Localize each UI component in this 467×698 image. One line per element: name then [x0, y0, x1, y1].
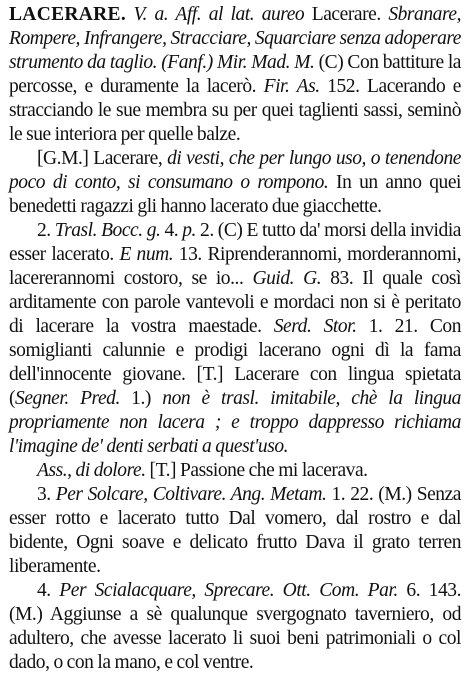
latin-equivalent: Lacerare.: [304, 4, 389, 25]
citation-source: E num.: [119, 244, 174, 265]
sense-gloss: Per Scialacquare, Sprecare. Ott. Com. Par.: [59, 580, 398, 601]
entry-sense-2-paragraph: [9, 219, 461, 459]
citation-text: 1.): [119, 388, 163, 409]
citation-source: Serd. Stor.: [273, 316, 357, 337]
citation-text: 1. 21. Con somiglianti calunnie e prodigi lacerano ogni dì la fama dell'innocente giovane. [T.] Lacerare con lingua spietata (: [9, 316, 461, 409]
entry-sense-4-paragraph: [9, 579, 461, 675]
entry-sense-3-paragraph: [9, 483, 461, 579]
entry-sense-ass-paragraph: [9, 459, 461, 483]
sense-number: 2.: [37, 220, 55, 241]
citation-source: Guid. G.: [252, 268, 322, 289]
sense-label: [G.M.] Lacerare,: [37, 148, 168, 169]
citation-text: 6. 143. (M.) Aggiunse a sè qualunque svergognato taverniero, od adultero, che avesse lacerato li suoi beni patrimoniali o col dado, o con la mano, e col ventre.: [9, 580, 462, 673]
sense-number: 3.: [37, 484, 56, 505]
entry-definition-paragraph: [9, 3, 461, 147]
citation-source: Trasl. Bocc. g.: [54, 220, 161, 241]
grammar-note: V. a. Aff. al lat. aureo: [126, 4, 305, 25]
sense-gloss: Ass., di dolore.: [37, 460, 146, 481]
citation-text: (C) Con battiture la percosse, e duramente la lacerò.: [9, 52, 461, 97]
sense-gloss: Per Solcare, Coltivare. Ang. Metam.: [55, 484, 327, 505]
citation-source: Fir. As.: [263, 76, 320, 97]
entry-sense-paragraph: [9, 147, 461, 219]
citation-text: 13. Riprenderannomi, morderannomi, lacererannomi costoro, se io...: [9, 244, 462, 289]
usage-note: non è trasl. imitabile, chè la lingua propriamente non lacera ; e troppo dappresso richiama l'imagine de' denti serbati a quest'uso.: [9, 388, 461, 457]
sense-number: 4.: [37, 580, 60, 601]
citation-text: 83. Il quale così arditamente con parole vantevoli e mordaci non si è peritato di lacerare la vostra maestade.: [9, 268, 461, 337]
citation-text: 2. (C) E tutto da' morsi della invidia esser lacerato.: [9, 220, 461, 265]
example-text: [T.] Passione che mi lacerava.: [145, 460, 368, 481]
citation-text: 4.: [160, 220, 183, 241]
sense-gloss: di vesti, che per lungo uso, o tenendone poco di conto, si consumano o rompono.: [9, 148, 461, 193]
example-text: In un anno quei benedetti ragazzi gli hanno lacerato due giacchette.: [9, 172, 461, 217]
citation-text: 152. Lacerando e stracciando le sue membra su per quei taglienti sassi, seminò le sue interiora per quelle balze.: [9, 76, 462, 145]
citation-source: p.: [182, 220, 196, 241]
synonyms-and-source: Sbranare, Rompere, Infrangere, Stracciare, Squarciare senza adoperare strumento da taglio. (Fanf.) Mir. Mad. M.: [9, 4, 461, 73]
entry-headword: LACERARE.: [9, 4, 127, 25]
citation-text: 1. 22. (M.) Senza esser rotto e lacerato tutto Dal vomero, dal rostro e dal bidente, Ogni soave e delicato frutto Dava il grato terren liberamente.: [9, 484, 462, 577]
citation-source: Segner. Pred.: [15, 388, 120, 409]
